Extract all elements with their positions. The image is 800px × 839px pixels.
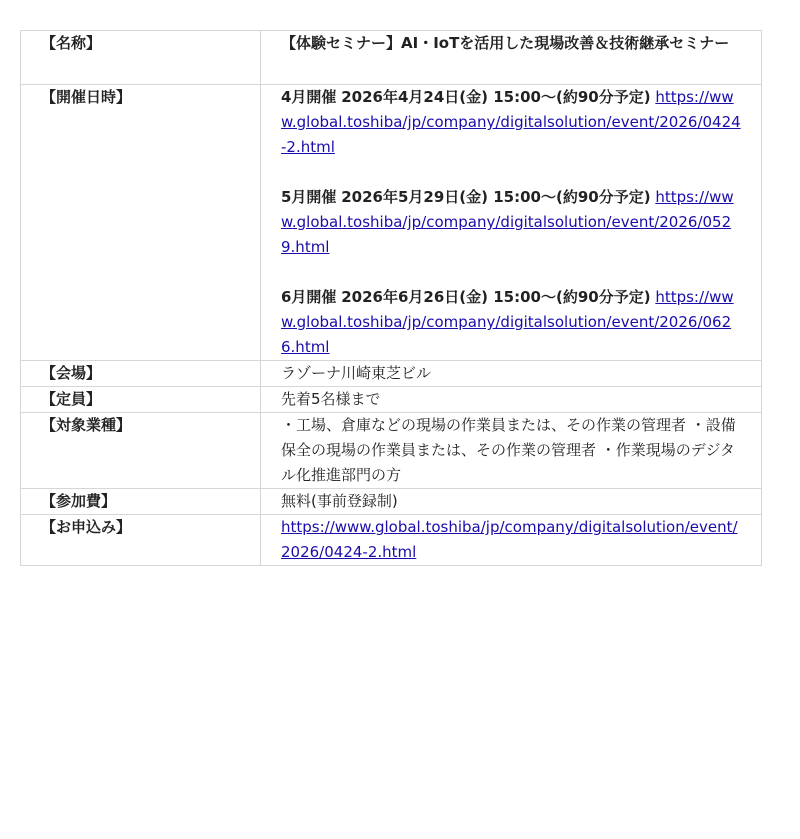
session-spacer — [281, 260, 745, 285]
table-row-dates — [21, 85, 762, 361]
list-item: ・作業現場のデジタル化推進部門の方 — [281, 441, 735, 484]
session-link[interactable]: https://www.global.toshiba/jp/company/digitalsolution/event/2026/0424-2.html — [281, 88, 741, 156]
table-row-venue — [21, 361, 762, 387]
table-row-fee — [21, 489, 762, 515]
session-month: 5月開催 — [281, 188, 337, 206]
session-month: 6月開催 — [281, 288, 337, 306]
row-label-dates: 【開催日時】 — [21, 85, 261, 361]
session-datetime: 2026年4月24日(金) 15:00〜(約90分予定) — [341, 88, 651, 106]
list-item: ・工場、倉庫などの現場の作業員または、その作業の管理者 — [281, 416, 687, 434]
apply-cell — [261, 515, 762, 566]
session-link[interactable]: https://www.global.toshiba/jp/company/digitalsolution/event/2026/0626.html — [281, 288, 734, 356]
apply-link[interactable]: https://www.global.toshiba/jp/company/digitalsolution/event/2026/0424-2.html — [281, 518, 738, 561]
row-label-fee: 【参加費】 — [21, 489, 261, 515]
session-month: 4月開催 — [281, 88, 337, 106]
event-info-table — [20, 30, 762, 566]
session-spacer — [281, 160, 745, 185]
table-row-target — [21, 413, 762, 489]
row-label-target: 【対象業種】 — [21, 413, 261, 489]
capacity-value: 先着5名様まで — [261, 387, 762, 413]
session-datetime: 2026年6月26日(金) 15:00〜(約90分予定) — [341, 288, 651, 306]
table-row-apply — [21, 515, 762, 566]
row-label-capacity: 【定員】 — [21, 387, 261, 413]
session-datetime: 2026年5月29日(金) 15:00〜(約90分予定) — [341, 188, 651, 206]
list-item: ・設備保全の現場の作業員または、その作業の管理者 — [281, 416, 736, 459]
sessions-cell — [261, 85, 762, 361]
table-row-capacity — [21, 387, 762, 413]
row-label-apply: 【お申込み】 — [21, 515, 261, 566]
fee-value: 無料(事前登録制) — [261, 489, 762, 515]
row-label-venue: 【会場】 — [21, 361, 261, 387]
table-row-name — [21, 31, 762, 85]
row-label-name: 【名称】 — [21, 31, 261, 85]
seminar-title: 【体験セミナー】AI・IoTを活用した現場改善＆技術継承セミナー — [261, 31, 762, 85]
venue-value: ラゾーナ川崎東芝ビル — [261, 361, 762, 387]
session-link[interactable]: https://www.global.toshiba/jp/company/digitalsolution/event/2026/0529.html — [281, 188, 734, 256]
target-list — [261, 413, 762, 489]
